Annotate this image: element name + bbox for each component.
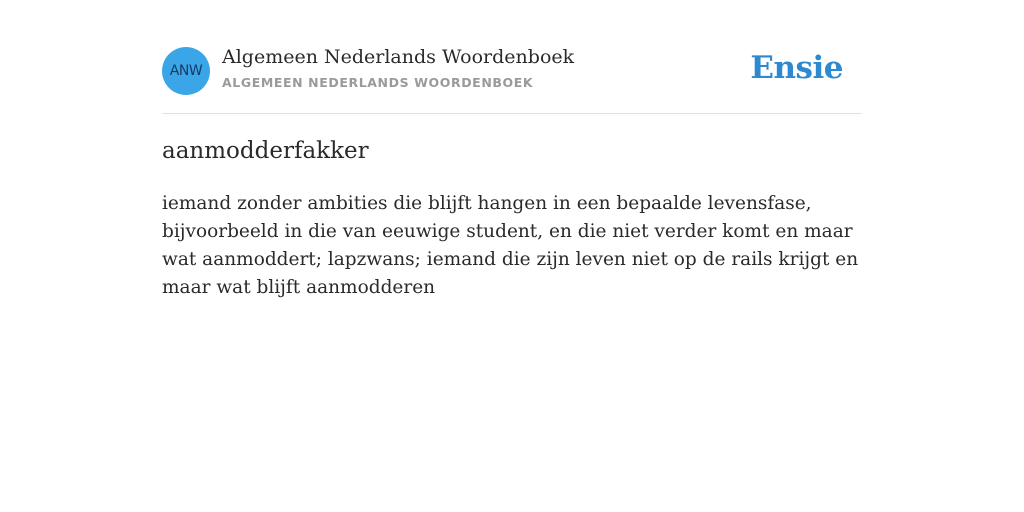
source-avatar[interactable]: [162, 47, 210, 95]
source-subtitle: ALGEMEEN NEDERLANDS WOORDENBOEK: [222, 75, 534, 90]
source-header: [162, 46, 862, 96]
brand-logo[interactable]: Ensie: [750, 50, 843, 86]
divider: [162, 113, 862, 114]
entry-term: aanmodderfakker: [162, 138, 369, 164]
avatar-label: ANW: [169, 63, 203, 79]
source-title[interactable]: Algemeen Nederlands Woordenboek: [222, 46, 575, 68]
entry-definition: iemand zonder ambities die blijft hangen in een bepaalde levensfase, bijvoorbeeld in die van eeuwige student, en die niet verder komt en maar wat aanmoddert; lapzwans; iemand die zijn leven niet op de rails krijgt en maar wat blijft aanmodderen: [162, 193, 859, 298]
